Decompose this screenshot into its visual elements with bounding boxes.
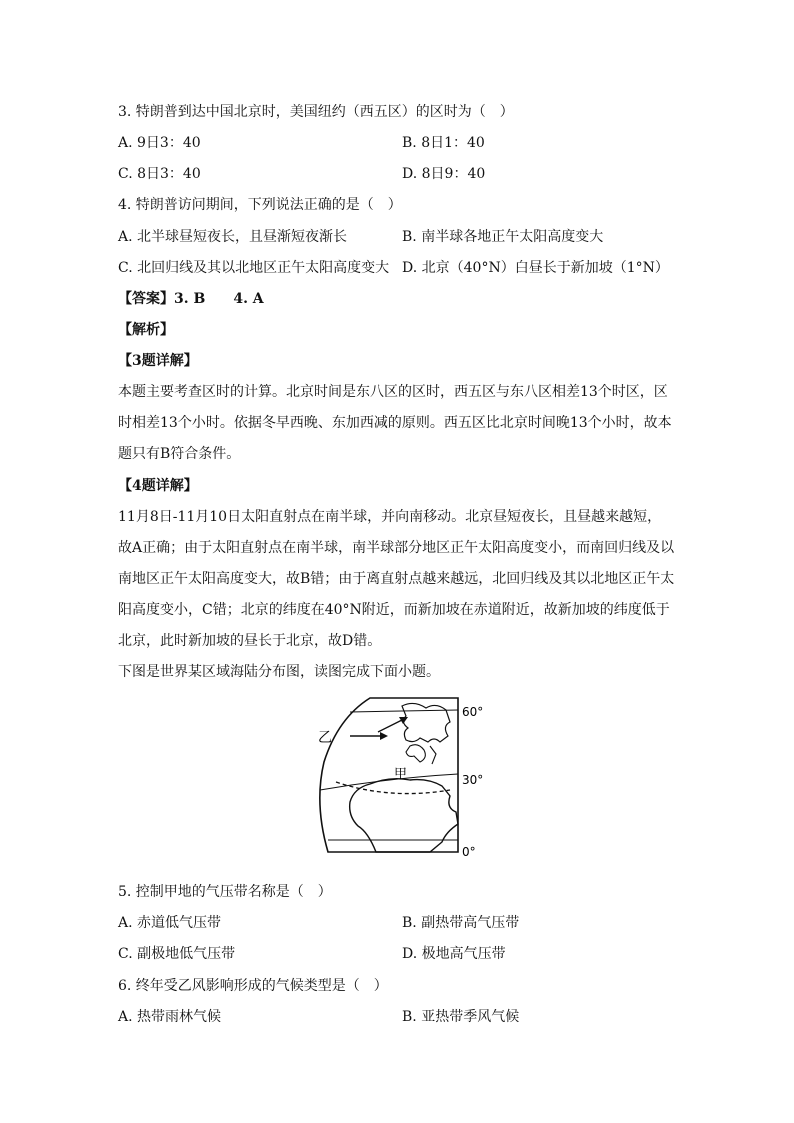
q3-detail-line: 本题主要考查区时的计算。北京时间是东八区的区时，西五区与东八区相差13个时区，区 bbox=[118, 384, 668, 400]
map-label-lat60: 60° bbox=[462, 705, 484, 719]
map-label-lat30: 30° bbox=[462, 773, 484, 787]
q4-option-b: B. 南半球各地正午太阳高度变大 bbox=[402, 229, 604, 245]
map-label-yi: 乙 bbox=[318, 730, 332, 746]
q4-stem: 4. 特朗普访问期间，下列说法正确的是（ ） bbox=[118, 197, 402, 213]
q3-option-c: C. 8日3：40 bbox=[118, 166, 201, 182]
q5-option-d: D. 极地高气压带 bbox=[402, 946, 506, 962]
answer-line: 【答案】3. B 4. A bbox=[118, 291, 264, 307]
q4-option-a: A. 北半球昼短夜长，且昼渐短夜渐长 bbox=[118, 229, 348, 245]
analysis-header: 【解析】 bbox=[118, 322, 174, 338]
q4-option-d: D. 北京（40°N）白昼长于新加坡（1°N） bbox=[402, 260, 669, 276]
q4-detail-line: 北京，此时新加坡的昼长于北京，故D错。 bbox=[118, 633, 382, 649]
q3-detail-line: 题只有B符合条件。 bbox=[118, 446, 241, 462]
q5-stem: 5. 控制甲地的气压带名称是（ ） bbox=[118, 884, 332, 900]
q4-detail-line: 南地区正午太阳高度变大，故B错；由于离直射点越来越远，北回归线及其以北地区正午太 bbox=[118, 571, 675, 587]
q3-option-b: B. 8日1：40 bbox=[402, 135, 485, 151]
q5-option-a: A. 赤道低气压带 bbox=[118, 915, 222, 931]
map-label-lat0: 0° bbox=[462, 845, 476, 859]
q3-option-d: D. 8日9：40 bbox=[402, 166, 486, 182]
q4-detail-line: 11月8日-11月10日太阳直射点在南半球，并向南移动。北京昼短夜长，且昼越来越短， bbox=[118, 509, 662, 525]
q6-option-b: B. 亚热带季风气候 bbox=[402, 1009, 520, 1025]
map-intro: 下图是世界某区域海陆分布图，读图完成下面小题。 bbox=[118, 664, 440, 680]
map-label-jia: 甲 bbox=[394, 767, 408, 782]
q6-option-a: A. 热带雨林气候 bbox=[118, 1009, 222, 1025]
q3-stem: 3. 特朗普到达中国北京时，美国纽约（西五区）的区时为（ ） bbox=[118, 104, 514, 120]
q6-stem: 6. 终年受乙风影响形成的气候类型是（ ） bbox=[118, 978, 388, 994]
q3-option-a: A. 9日3：40 bbox=[118, 135, 201, 151]
q5-option-b: B. 副热带高气压带 bbox=[402, 915, 520, 931]
q3-detail-line: 时相差13个小时。依据冬早西晚、东加西减的原则。西五区比北京时间晚13个小时，故本 bbox=[118, 415, 672, 431]
q5-option-c: C. 副极地低气压带 bbox=[118, 946, 236, 962]
q4-detail-header: 【4题详解】 bbox=[118, 478, 198, 494]
q4-option-c: C. 北回归线及其以北地区正午太阳高度变大 bbox=[118, 260, 390, 276]
q4-detail-line: 故A正确；由于太阳直射点在南半球，南半球部分地区正午太阳高度变小，而南回归线及以 bbox=[118, 540, 675, 556]
q3-detail-header: 【3题详解】 bbox=[118, 353, 198, 369]
q4-detail-line: 阳高度变小，C错；北京的纬度在40°N附近，而新加坡在赤道附近，故新加坡的纬度低于 bbox=[118, 602, 670, 618]
world-region-map bbox=[310, 692, 500, 864]
